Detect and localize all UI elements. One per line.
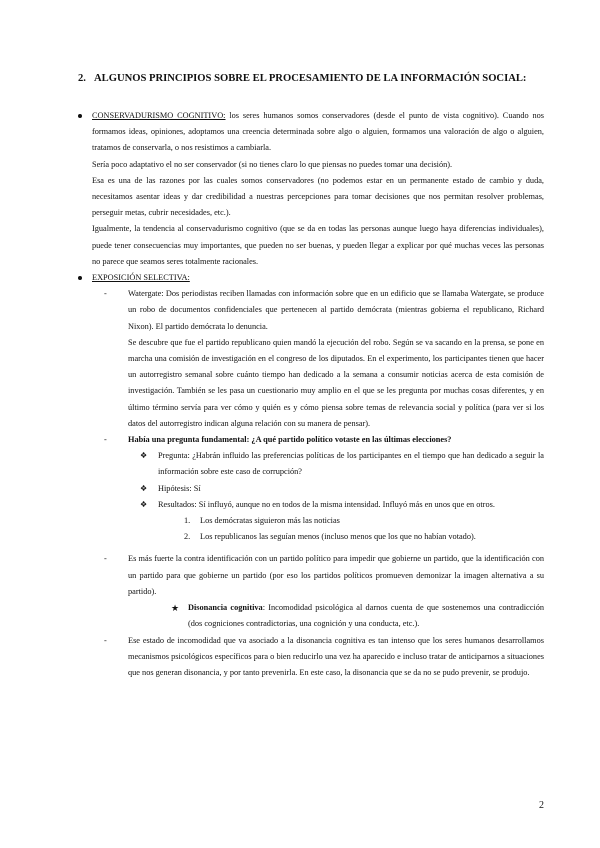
bullet-dot: [78, 114, 82, 118]
conservadurismo-p3: Esa es una de las razones por las cuales somos conservadores (no podemos estar en un permanente estado de cambio y duda, necesitamos asentar ideas y dar credibilidad a nuestras percepciones para tomar decisiones que nos permitan resolver problemas, perseguir metas, cubrir necesidades, etc.).: [92, 175, 544, 218]
dissonance-paragraph: [188, 600, 544, 632]
conservadurismo-paragraph: [92, 108, 544, 157]
conservadurismo-text: los seres humanos somos conservadores (desde el punto de vista cognitivo). Cuando nos formamos ideas, opiniones, adoptamos una creencia determinada sobre algo o alguien, formamos una valoración de algo o alguien, tratamos de conservarla, o nos resistimos a cambiarla.: [92, 111, 544, 153]
section-heading: [78, 70, 538, 88]
diamond-text-hipotesis: Hipótesis: Sí: [158, 483, 201, 493]
dash-marker: -: [104, 635, 107, 645]
item-number: 2.: [184, 532, 191, 542]
dissonance-item: [171, 600, 544, 632]
question-paragraph: [128, 432, 544, 448]
item-number: 1.: [184, 516, 191, 526]
item-text: Los demócratas siguieron más las noticias: [200, 516, 340, 526]
document-body: [92, 108, 544, 681]
conservadurismo-p2: Sería poco adaptativo el no ser conservador (si no tienes claro lo que piensas no puedes tomar una decisión).: [92, 159, 453, 169]
question-item: [104, 432, 544, 448]
closing-text: Ese estado de incomodidad que va asociado a la disonancia cognitiva es tan intenso que los seres humanos desarrollamos mecanismos psicológicos específicos para o bien reducirlo una vez ha aparecido e incluso tratar de anticiparnos a situaciones que nos generan disonancia, y por tanto prevenirla. En este caso, la disonancia que se da no se pudo prevenir, se produjo.: [128, 635, 544, 677]
page-number: 2: [539, 800, 544, 811]
star-bullet-icon: ★: [171, 603, 180, 614]
closing-item: [104, 633, 544, 682]
watergate-p1: Watergate: Dos periodistas reciben llamadas con información sobre que en un edificio que se llamaba Watergate, se produce un robo de documentos confidenciales que pertenecen al partido demócrata (mientras gobierna el republicano, Richard Nixon). El partido demócrata lo denuncia.: [128, 289, 544, 331]
watergate-item: [104, 286, 544, 432]
dissonance-text: : Incomodidad psicológica al darnos cuenta de que sostenemos una contradicción (dos cogniciones contradictorias, una cognición y una conducta, etc.).: [188, 603, 544, 629]
numbered-item: [184, 529, 544, 545]
identification-text: Es más fuerte la contra identificación con un partido político para impedir que gobierne un partido, que la identificación con un partido para que gobierne un partido (por eso los partidos políticos promueven demonizar la imagen alternativa a su partido).: [128, 554, 544, 596]
item-text: Los republicanos las seguían menos (incluso menos que los que no habían votado).: [200, 532, 476, 542]
question-text: : ¿A qué partido político votaste en las últimas elecciones?: [246, 435, 452, 445]
question-bold: Había una pregunta fundamental: [128, 435, 247, 445]
diamond-text-resultados: Resultados: Sí influyó, aunque no en todos de la misma intensidad. Influyó más en unos que en otros.: [158, 499, 495, 509]
dissonance-bold: Disonancia cognitiva: [188, 603, 263, 613]
conservadurismo-label: CONSERVADURISMO COGNITIVO:: [92, 111, 226, 120]
diamond-item: [140, 497, 544, 513]
bullet-dot: [78, 276, 82, 280]
diamond-text-pregunta: Pregunta: ¿Habrán influido las preferencias políticas de los participantes en el tiempo que han dedicado a seguir la información sobre este caso de corrupción?: [158, 451, 544, 477]
conservadurismo-p4: Igualmente, la tendencia al conservadurismo cognitivo (que se da en todas las personas aunque luego haya diferencias individuales), puede tener consecuencias muy importantes, que pueden no ser buenas, y pueden llegar a explicar por qué muchas veces las personas no parece que seamos seres totalmente racionales.: [92, 224, 544, 266]
heading-title: ALGUNOS PRINCIPIOS SOBRE EL PROCESAMIENTO DE LA INFORMACIÓN SOCIAL:: [94, 73, 527, 84]
heading-number: 2.: [78, 73, 86, 84]
diamond-bullet-icon: ❖: [140, 499, 148, 509]
diamond-bullet-icon: ❖: [140, 483, 148, 493]
exposicion-label: EXPOSICIÓN SELECTIVA:: [92, 273, 190, 283]
bullet-conservadurismo: [92, 108, 544, 270]
diamond-item: [140, 448, 544, 480]
bullet-exposicion: [92, 270, 544, 681]
numbered-item: [184, 513, 544, 529]
identification-item: [104, 551, 544, 600]
dash-marker: -: [104, 554, 107, 564]
diamond-bullet-icon: ❖: [140, 451, 148, 461]
dash-marker: -: [104, 289, 107, 299]
watergate-p2: Se descubre que fue el partido republicano quien mandó la ejecución del robo. Según se va sacando en la prensa, se pone en marcha una comisión de investigación en el congreso de los diputados. En el experimento, los participantes tienen que hacer un autorregistro semanal sobre cuánto tiempo han dedicado a la semana a consumir noticias acerca de esta comisión de investigación. También se les pasa un cuestionario muy amplio en el que se les pregunta por muchas cosas diferentes, y en último término servía para ver cómo y quién es y cómo piensa sobre temas de relevancia social y política (para ver si los datos del autorregistro indican alguna relación con su manera de pensar).: [128, 337, 544, 428]
diamond-item: [140, 481, 544, 497]
dash-marker: -: [104, 435, 107, 445]
